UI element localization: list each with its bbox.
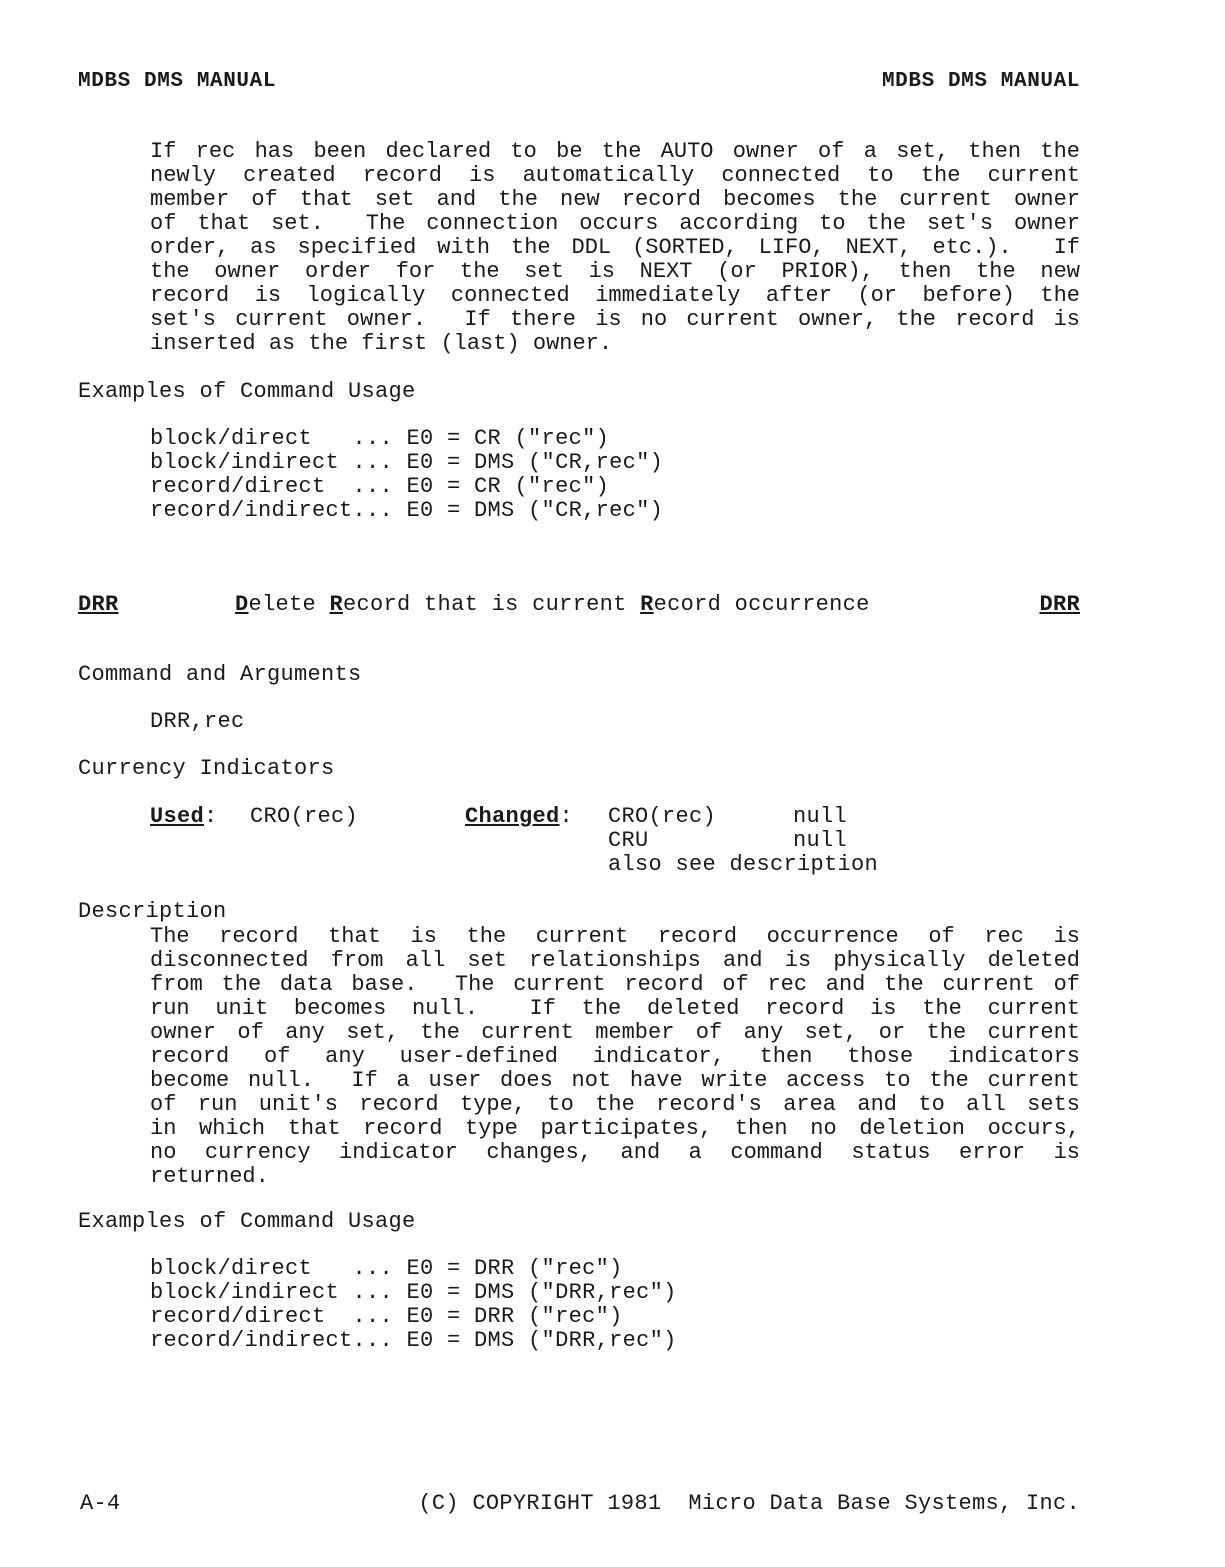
description-line: from the data base. The current record of rec and the current of xyxy=(150,972,1080,997)
changed-indicator-value: null xyxy=(793,828,848,853)
description-line: disconnected from all set relationships and is physically deleted xyxy=(150,948,1080,973)
changed-indicator-name: CRO(rec) xyxy=(608,804,717,829)
intro-line: set's current owner. If there is no current owner, the record is xyxy=(150,307,1080,332)
running-header-right: MDBS DMS MANUAL xyxy=(881,70,1080,93)
changed-note: also see description xyxy=(608,852,879,877)
cr-example-line: block/indirect ... E0 = DMS ("CR,rec") xyxy=(150,450,664,475)
intro-line: of that set. The connection occurs according to the set's owner xyxy=(150,211,1080,236)
intro-line: the owner order for the set is NEXT (or PRIOR), then the new xyxy=(150,259,1080,284)
drr-code-left: DRR xyxy=(78,592,119,617)
changed-label: Changed xyxy=(465,804,560,829)
description-heading: Description xyxy=(78,899,227,924)
title-letter: D xyxy=(235,592,249,617)
intro-line: record is logically connected immediately after (or before) the xyxy=(150,283,1080,308)
intro-line: If rec has been declared to be the AUTO owner of a set, then the xyxy=(150,139,1080,164)
command-heading: Command and Arguments xyxy=(78,662,362,687)
used-value: CRO(rec) xyxy=(250,804,359,829)
used-label: Used xyxy=(150,804,205,829)
changed-indicator-value: null xyxy=(793,804,848,829)
command-syntax: DRR,rec xyxy=(150,709,245,734)
intro-line: order, as specified with the DDL (SORTED, LIFO, NEXT, etc.). If xyxy=(150,235,1080,260)
drr-examples-heading: Examples of Command Usage xyxy=(78,1209,416,1234)
title-text: ecord that is current xyxy=(343,592,641,617)
cr-example-line: record/indirect... E0 = DMS ("CR,rec") xyxy=(150,498,664,523)
title-text: ecord occurrence xyxy=(653,592,870,617)
description-line: become null. If a user does not have write access to the current xyxy=(150,1068,1080,1093)
title-letter: R xyxy=(329,592,344,617)
currency-heading: Currency Indicators xyxy=(78,756,335,781)
title-letter: R xyxy=(640,592,654,617)
page-number: A-4 xyxy=(80,1491,121,1516)
drr-example-line: block/direct ... E0 = DRR ("rec") xyxy=(150,1256,623,1281)
cr-example-line: record/direct ... E0 = CR ("rec") xyxy=(150,474,610,499)
changed-indicator-name: CRU xyxy=(608,828,649,853)
description-line: of run unit's record type, to the record's area and to all sets xyxy=(150,1092,1080,1117)
drr-example-line: block/indirect ... E0 = DMS ("DRR,rec") xyxy=(150,1280,677,1305)
cr-examples-heading: Examples of Command Usage xyxy=(78,379,416,404)
cr-example-line: block/direct ... E0 = CR ("rec") xyxy=(150,426,610,451)
description-line: owner of any set, the current member of any set, or the current xyxy=(150,1020,1080,1045)
description-line: returned. xyxy=(150,1164,269,1189)
used-indicator: Used: xyxy=(150,804,218,829)
running-header-left: MDBS DMS MANUAL xyxy=(78,70,277,93)
drr-code-right: DRR xyxy=(1039,592,1080,617)
copyright-notice: (C) COPYRIGHT 1981 Micro Data Base Systems, Inc. xyxy=(418,1491,1080,1516)
description-line: run unit becomes null. If the deleted record is the current xyxy=(150,996,1080,1021)
drr-title xyxy=(235,593,870,617)
intro-line: newly created record is automatically connected to the current xyxy=(150,163,1080,188)
changed-indicator: Changed: xyxy=(465,804,574,829)
description-line: The record that is the current record occurrence of rec is xyxy=(150,924,1080,949)
description-line: no currency indicator changes, and a command status error is xyxy=(150,1140,1080,1165)
title-text: elete xyxy=(248,592,330,617)
intro-line: member of that set and the new record becomes the current owner xyxy=(150,187,1080,212)
description-line: in which that record type participates, then no deletion occurs, xyxy=(150,1116,1080,1141)
drr-example-line: record/direct ... E0 = DRR ("rec") xyxy=(150,1304,623,1329)
drr-example-line: record/indirect... E0 = DMS ("DRR,rec") xyxy=(150,1328,677,1353)
intro-line: inserted as the first (last) owner. xyxy=(150,331,613,356)
description-line: record of any user-defined indicator, then those indicators xyxy=(150,1044,1080,1069)
